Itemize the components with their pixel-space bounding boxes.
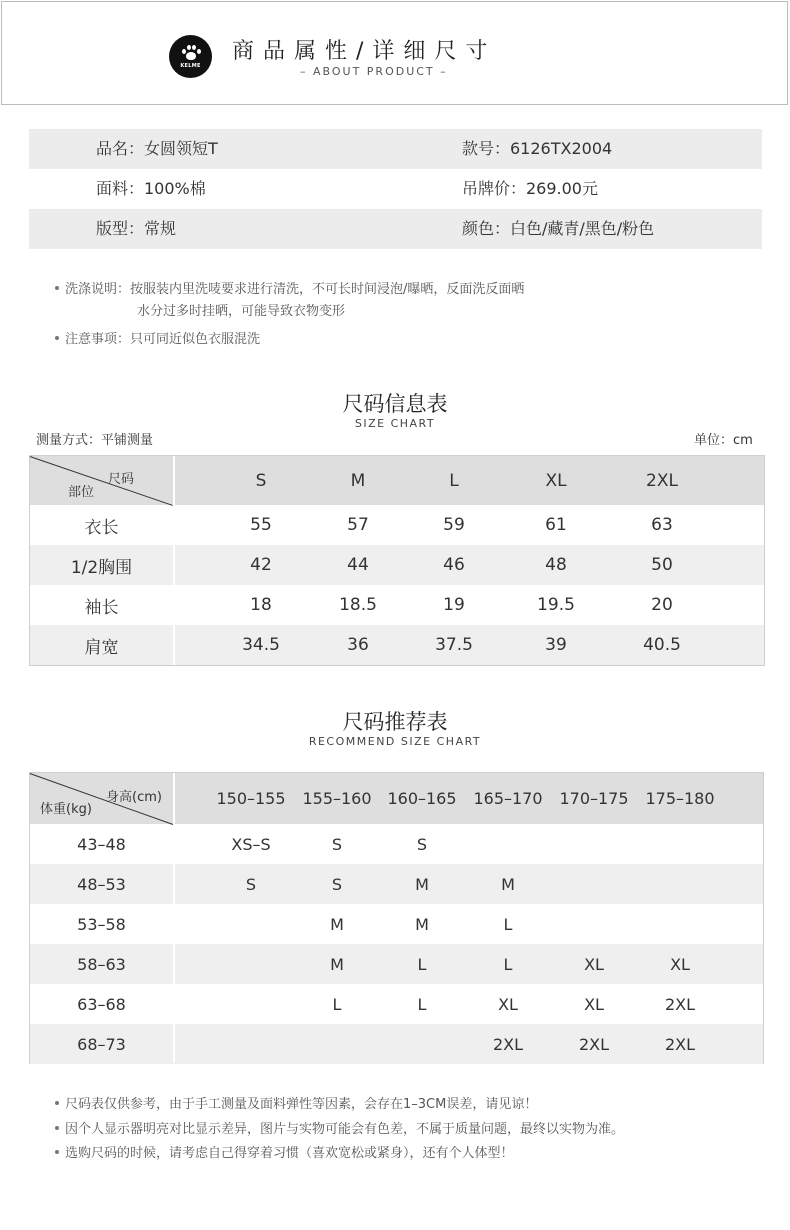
table-cell: M — [330, 914, 344, 934]
table-row — [30, 585, 764, 625]
table-cell: 18.5 — [339, 595, 377, 615]
size-header-s: S — [255, 470, 267, 491]
table-row — [30, 904, 763, 944]
size-header-row — [30, 456, 764, 505]
row-part-label: 衣长 — [84, 517, 119, 538]
size-chart-subtitle: SIZE CHART — [354, 417, 436, 430]
table-row — [30, 984, 763, 1024]
table-cell: 44 — [347, 555, 369, 575]
table-cell: XL — [670, 954, 690, 974]
recommend-chart-subtitle: RECOMMEND SIZE CHART — [308, 735, 482, 748]
wash-instructions: 洗涤说明：按服装内里洗唛要求进行清洗，不可长时间浸泡/曝晒，反面洗反面晒 — [55, 279, 524, 301]
table-cell: S — [245, 874, 257, 894]
bullet-icon — [55, 1126, 59, 1130]
table-cell: 19 — [443, 595, 465, 615]
table-cell: S — [331, 874, 343, 894]
table-cell — [294, 1024, 380, 1064]
table-cell: S — [416, 834, 428, 854]
fabric: 面料：100%棉 — [96, 179, 206, 198]
table-cell: 46 — [443, 555, 465, 575]
measure-method: 测量方式：平铺测量 — [36, 433, 154, 448]
table-cell: 37.5 — [435, 635, 473, 655]
table-cell — [551, 904, 637, 944]
recommend-chart-table — [29, 772, 764, 1064]
row-weight-label: 68–73 — [77, 1034, 126, 1054]
table-cell: M — [415, 914, 429, 934]
table-cell: L — [417, 994, 427, 1014]
table-cell: 36 — [347, 635, 369, 655]
table-cell: 42 — [250, 555, 272, 575]
table-cell: 2XL — [664, 1034, 696, 1054]
height-header: 175–180 — [645, 789, 715, 808]
recommend-header-row — [30, 773, 763, 824]
table-cell — [551, 824, 637, 864]
paw-icon — [181, 45, 201, 62]
tag-price: 吊牌价：269.00元 — [462, 179, 598, 198]
table-cell: 61 — [545, 515, 567, 535]
corner-label-bottom: 体重(kg) — [40, 802, 92, 817]
table-cell: 48 — [545, 555, 567, 575]
style-number: 款号：6126TX2004 — [462, 139, 613, 158]
size-header-m: M — [350, 470, 366, 491]
table-cell — [379, 1024, 465, 1064]
height-header: 150–155 — [216, 789, 286, 808]
table-cell: XL — [584, 954, 604, 974]
corner-label-top: 尺码 — [108, 472, 135, 487]
product-name: 品名：女圆领短T — [96, 139, 218, 158]
table-cell — [208, 1024, 294, 1064]
colors: 颜色：白色/藏青/黑色/粉色 — [462, 219, 655, 238]
table-cell: L — [417, 954, 427, 974]
bullet-icon — [55, 336, 59, 340]
row-part-label: 肩宽 — [84, 637, 119, 658]
table-cell: 2XL — [664, 994, 696, 1014]
row-weight-label: 43–48 — [77, 834, 126, 854]
table-cell: 19.5 — [537, 595, 575, 615]
column-divider — [173, 773, 175, 1063]
table-cell: XL — [584, 994, 604, 1014]
table-row — [30, 505, 764, 545]
corner-header-cell — [30, 456, 173, 505]
wash-instructions-cont: 水分过多时挂晒，可能导致衣物变形 — [137, 304, 346, 319]
table-cell: XL — [498, 994, 518, 1014]
table-cell: 20 — [651, 595, 673, 615]
table-cell: 39 — [545, 635, 567, 655]
footer-note: 因个人显示器明亮对比显示差异，图片与实物可能会有色差，不属于质量问题，最终以实物为准。 — [55, 1119, 624, 1141]
fit-type: 版型：常规 — [96, 219, 177, 238]
table-row — [30, 864, 763, 904]
table-cell: M — [501, 874, 515, 894]
table-cell — [465, 824, 551, 864]
table-cell: M — [330, 954, 344, 974]
bullet-icon — [55, 1101, 59, 1105]
bullet-icon — [55, 1150, 59, 1154]
table-cell: S — [331, 834, 343, 854]
table-cell — [208, 904, 294, 944]
table-cell: 2XL — [492, 1034, 524, 1054]
table-cell: 57 — [347, 515, 369, 535]
info-row-name — [29, 129, 762, 169]
row-weight-label: 48–53 — [77, 874, 126, 894]
size-header-xl: XL — [545, 470, 567, 491]
row-weight-label: 63–68 — [77, 994, 126, 1014]
info-row-fit — [29, 209, 762, 249]
table-row — [30, 1024, 763, 1064]
table-row — [30, 545, 764, 585]
unit-label: 单位：cm — [694, 433, 753, 448]
corner-header-cell — [30, 773, 173, 824]
table-cell: M — [415, 874, 429, 894]
page-subtitle: – ABOUT PRODUCT – — [300, 65, 448, 78]
table-cell — [637, 904, 723, 944]
height-header: 165–170 — [473, 789, 543, 808]
table-cell: 50 — [651, 555, 673, 575]
height-header: 170–175 — [559, 789, 629, 808]
logo-text: KELME — [180, 62, 201, 69]
table-cell — [208, 944, 294, 984]
row-part-label: 袖长 — [84, 597, 119, 618]
table-cell: 59 — [443, 515, 465, 535]
height-header: 160–165 — [387, 789, 457, 808]
page-title: 商品属性/详细尺寸 — [232, 39, 497, 64]
table-row — [30, 625, 764, 665]
table-cell: 63 — [651, 515, 673, 535]
corner-diagonal — [30, 456, 173, 506]
corner-label-top: 身高(cm) — [106, 790, 162, 805]
table-row — [30, 824, 763, 864]
bullet-icon — [55, 286, 59, 290]
size-chart-table — [29, 455, 765, 666]
size-header-2xl: 2XL — [646, 470, 678, 491]
row-part-label: 1/2胸围 — [70, 557, 133, 578]
size-header-l: L — [449, 470, 459, 491]
table-cell: L — [503, 954, 513, 974]
size-chart-title: 尺码信息表 — [342, 392, 448, 416]
table-row — [30, 944, 763, 984]
footer-note: 选购尺码的时候，请考虑自己得穿着习惯（喜欢宽松或紧身），还有个人体型！ — [55, 1143, 514, 1165]
table-cell: 2XL — [578, 1034, 610, 1054]
table-cell: 40.5 — [643, 635, 681, 655]
table-cell — [551, 864, 637, 904]
table-cell — [208, 984, 294, 1024]
table-cell: XS–S — [231, 834, 271, 854]
table-cell: 55 — [250, 515, 272, 535]
table-cell: 34.5 — [242, 635, 280, 655]
row-weight-label: 58–63 — [77, 954, 126, 974]
height-header: 155–160 — [302, 789, 372, 808]
corner-label-bottom: 部位 — [68, 485, 95, 500]
table-cell — [637, 824, 723, 864]
table-cell — [637, 864, 723, 904]
table-cell: 18 — [250, 595, 272, 615]
caution-note: 注意事项：只可同近似色衣服混洗 — [55, 329, 260, 351]
table-cell: L — [503, 914, 513, 934]
row-weight-label: 53–58 — [77, 914, 126, 934]
footer-note: 尺码表仅供参考，由于手工测量及面料弹性等因素，会存在1–3CM误差，请见谅！ — [55, 1094, 537, 1116]
brand-logo — [169, 35, 212, 78]
table-cell: L — [332, 994, 342, 1014]
recommend-chart-title: 尺码推荐表 — [342, 710, 448, 734]
column-divider — [173, 456, 175, 665]
info-row-fabric — [29, 169, 762, 209]
